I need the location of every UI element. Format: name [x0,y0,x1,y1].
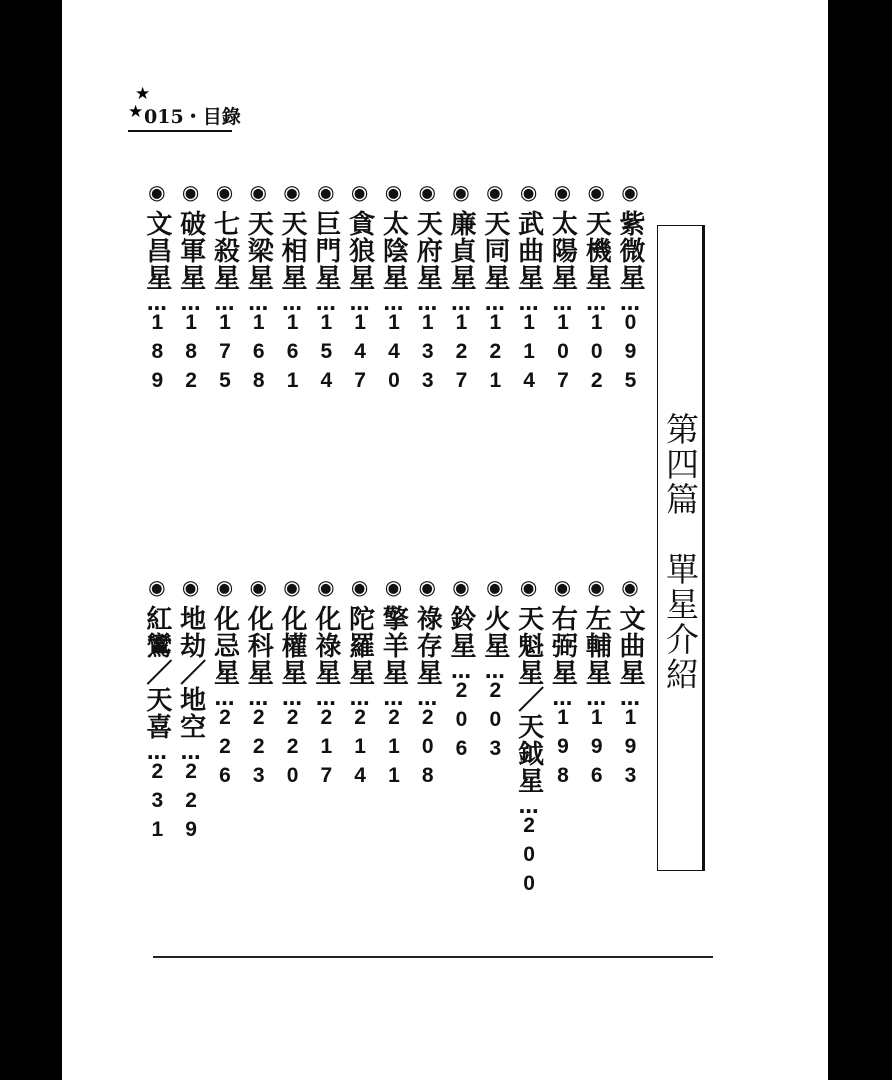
bullet-icon: ◉ [144,180,169,210]
bullet-icon: ◉ [516,180,541,210]
toc-entry [579,180,613,398]
entry-page-number: 208 [416,706,440,793]
entry-title: 巨門星 [310,210,341,291]
bullet-icon: ◉ [246,180,271,210]
entry-title: 紅鸞／天喜 [141,605,172,740]
toc-entry [546,575,580,901]
leader-dots: … [280,686,305,706]
toc-entry [478,575,512,901]
bullet-icon: ◉ [618,180,642,210]
entry-title: 天相星 [277,210,308,291]
entry-title: 貪狼星 [344,210,375,291]
bullet-icon: ◉ [313,575,338,605]
leader-dots: … [178,291,203,311]
entry-page-number: 168 [247,311,271,398]
bullet-icon: ◉ [415,180,440,210]
bullet-icon: ◉ [280,180,305,210]
toc-entry [140,180,174,398]
leader-dots: … [381,291,406,311]
leader-dots: … [381,686,406,706]
entry-title: 天機星 [581,210,612,291]
entry-title: 天魁星／天鉞星 [513,605,544,794]
bullet-icon: ◉ [415,575,440,605]
entry-page-number: 182 [179,311,203,398]
leader-dots: … [584,291,609,311]
toc-entry [377,180,411,398]
entry-page-number: 196 [585,706,609,793]
entry-title: 化權星 [277,605,308,686]
leader-dots: … [415,291,440,311]
toc-entry [208,575,242,901]
toc-entry [241,180,275,398]
leader-dots: … [516,794,541,814]
page-header [128,84,241,134]
toc-entry [309,180,343,398]
entry-page-number: 220 [281,706,305,793]
entry-title: 武曲星 [513,210,544,291]
entry-title: 太陰星 [378,210,409,291]
entry-page-number: 114 [517,311,541,398]
entry-title: 擎羊星 [378,605,409,686]
entry-page-number: 223 [247,706,271,793]
entry-page-number: 133 [416,311,440,398]
leader-dots: … [144,291,169,311]
entry-page-number: 175 [213,311,237,398]
entry-page-number: 121 [483,311,507,398]
entry-title: 右弼星 [547,605,578,686]
entry-page-number: 203 [483,679,507,766]
entry-page-number: 206 [450,679,474,766]
toc-entry [512,180,546,398]
bullet-icon: ◉ [178,575,203,605]
bullet-icon: ◉ [347,575,372,605]
star-icon: ★ [128,102,144,122]
header-text [144,102,241,129]
entry-title: 紫微星 [615,210,645,291]
entry-page-number: 154 [314,311,338,398]
entry-page-number: 107 [551,311,575,398]
bullet-icon: ◉ [482,180,507,210]
toc-entry [140,575,174,901]
leader-dots: … [313,291,338,311]
leader-dots: … [550,686,575,706]
section-title: 第四篇 單星介紹 [661,412,700,692]
bullet-icon: ◉ [280,575,305,605]
toc-entry [579,575,613,901]
toc-entry [444,180,478,398]
entry-title: 文昌星 [141,210,172,291]
entry-title: 化祿星 [310,605,341,686]
header-rule [128,130,232,132]
bullet-icon: ◉ [550,180,575,210]
leader-dots: … [178,740,203,760]
entry-page-number: 193 [619,706,642,793]
bullet-icon: ◉ [584,180,609,210]
header-title: 目錄 [202,106,241,128]
entry-title: 天梁星 [243,210,274,291]
entry-page-number: 217 [314,706,338,793]
entry-title: 地劫／地空 [175,605,206,740]
toc-entry [546,180,580,398]
entry-page-number: 095 [619,311,642,398]
leader-dots: … [618,686,642,706]
toc-bottom-block [140,575,647,901]
entry-page-number: 161 [281,311,305,398]
entry-title: 天同星 [479,210,510,291]
leader-dots: … [212,291,237,311]
toc-entry [275,575,309,901]
bullet-icon: ◉ [550,575,575,605]
bullet-icon: ◉ [381,575,406,605]
leader-dots: … [550,291,575,311]
leader-dots: … [584,686,609,706]
entry-page-number: 200 [517,814,541,901]
entry-title: 陀羅星 [344,605,375,686]
entry-title: 七殺星 [209,210,240,291]
leader-dots: … [144,740,169,760]
entry-title: 祿存星 [412,605,443,686]
leader-dots: … [246,291,271,311]
entry-title: 文曲星 [615,605,645,686]
toc-entry [410,180,444,398]
leader-dots: … [516,291,541,311]
bullet-icon: ◉ [212,180,237,210]
entry-title: 廉貞星 [446,210,477,291]
leader-dots: … [482,659,507,679]
entry-page-number: 127 [450,311,474,398]
toc-entry [377,575,411,901]
bullet-icon: ◉ [246,575,271,605]
entry-title: 左輔星 [581,605,612,686]
entry-page-number: 214 [348,706,372,793]
leader-dots: … [415,686,440,706]
book-page [62,0,828,1080]
bullet-icon: ◉ [584,575,609,605]
leader-dots: … [212,686,237,706]
bullet-icon: ◉ [516,575,541,605]
toc-entry [208,180,242,398]
entry-page-number: 140 [382,311,406,398]
entry-page-number: 226 [213,706,237,793]
toc-entry [174,575,208,901]
footer-rule [153,956,713,958]
bullet-icon: ◉ [144,575,169,605]
toc-top-block [140,180,647,398]
bullet-icon: ◉ [347,180,372,210]
leader-dots: … [347,686,372,706]
bullet-icon: ◉ [482,575,507,605]
bullet-icon: ◉ [381,180,406,210]
leader-dots: … [280,291,305,311]
star-icon: ★ [135,84,151,104]
entry-page-number: 211 [382,706,406,793]
entry-page-number: 229 [179,760,203,847]
bullet-icon: ◉ [313,180,338,210]
header-separator: ・ [183,106,203,128]
toc-entry [309,575,343,901]
entry-page-number: 147 [348,311,372,398]
toc-entry [613,180,647,398]
page-number: 015 [144,106,184,128]
leader-dots: … [482,291,507,311]
leader-dots: … [246,686,271,706]
toc-entry [444,575,478,901]
entry-title: 太陽星 [547,210,578,291]
entry-title: 破軍星 [175,210,206,291]
entry-title: 鈴星 [446,605,477,659]
entry-title: 天府星 [412,210,443,291]
bullet-icon: ◉ [449,575,474,605]
toc-entry [343,180,377,398]
toc-entry [343,575,377,901]
entry-page-number: 189 [145,311,169,398]
toc-entry [241,575,275,901]
toc-entry [478,180,512,398]
entry-title: 化科星 [243,605,274,686]
toc-entry [410,575,444,901]
leader-dots: … [449,291,474,311]
entry-title: 化忌星 [209,605,240,686]
bullet-icon: ◉ [212,575,237,605]
leader-dots: … [449,659,474,679]
leader-dots: … [618,291,642,311]
bullet-icon: ◉ [618,575,642,605]
toc-entry [613,575,647,901]
leader-dots: … [347,291,372,311]
toc-entry [275,180,309,398]
entry-title: 火星 [479,605,510,659]
leader-dots: … [313,686,338,706]
entry-page-number: 231 [145,760,169,847]
bullet-icon: ◉ [178,180,203,210]
section-title-frame [657,225,705,871]
entry-page-number: 198 [551,706,575,793]
toc-entry [174,180,208,398]
toc-entry [512,575,546,901]
bullet-icon: ◉ [449,180,474,210]
entry-page-number: 102 [585,311,609,398]
